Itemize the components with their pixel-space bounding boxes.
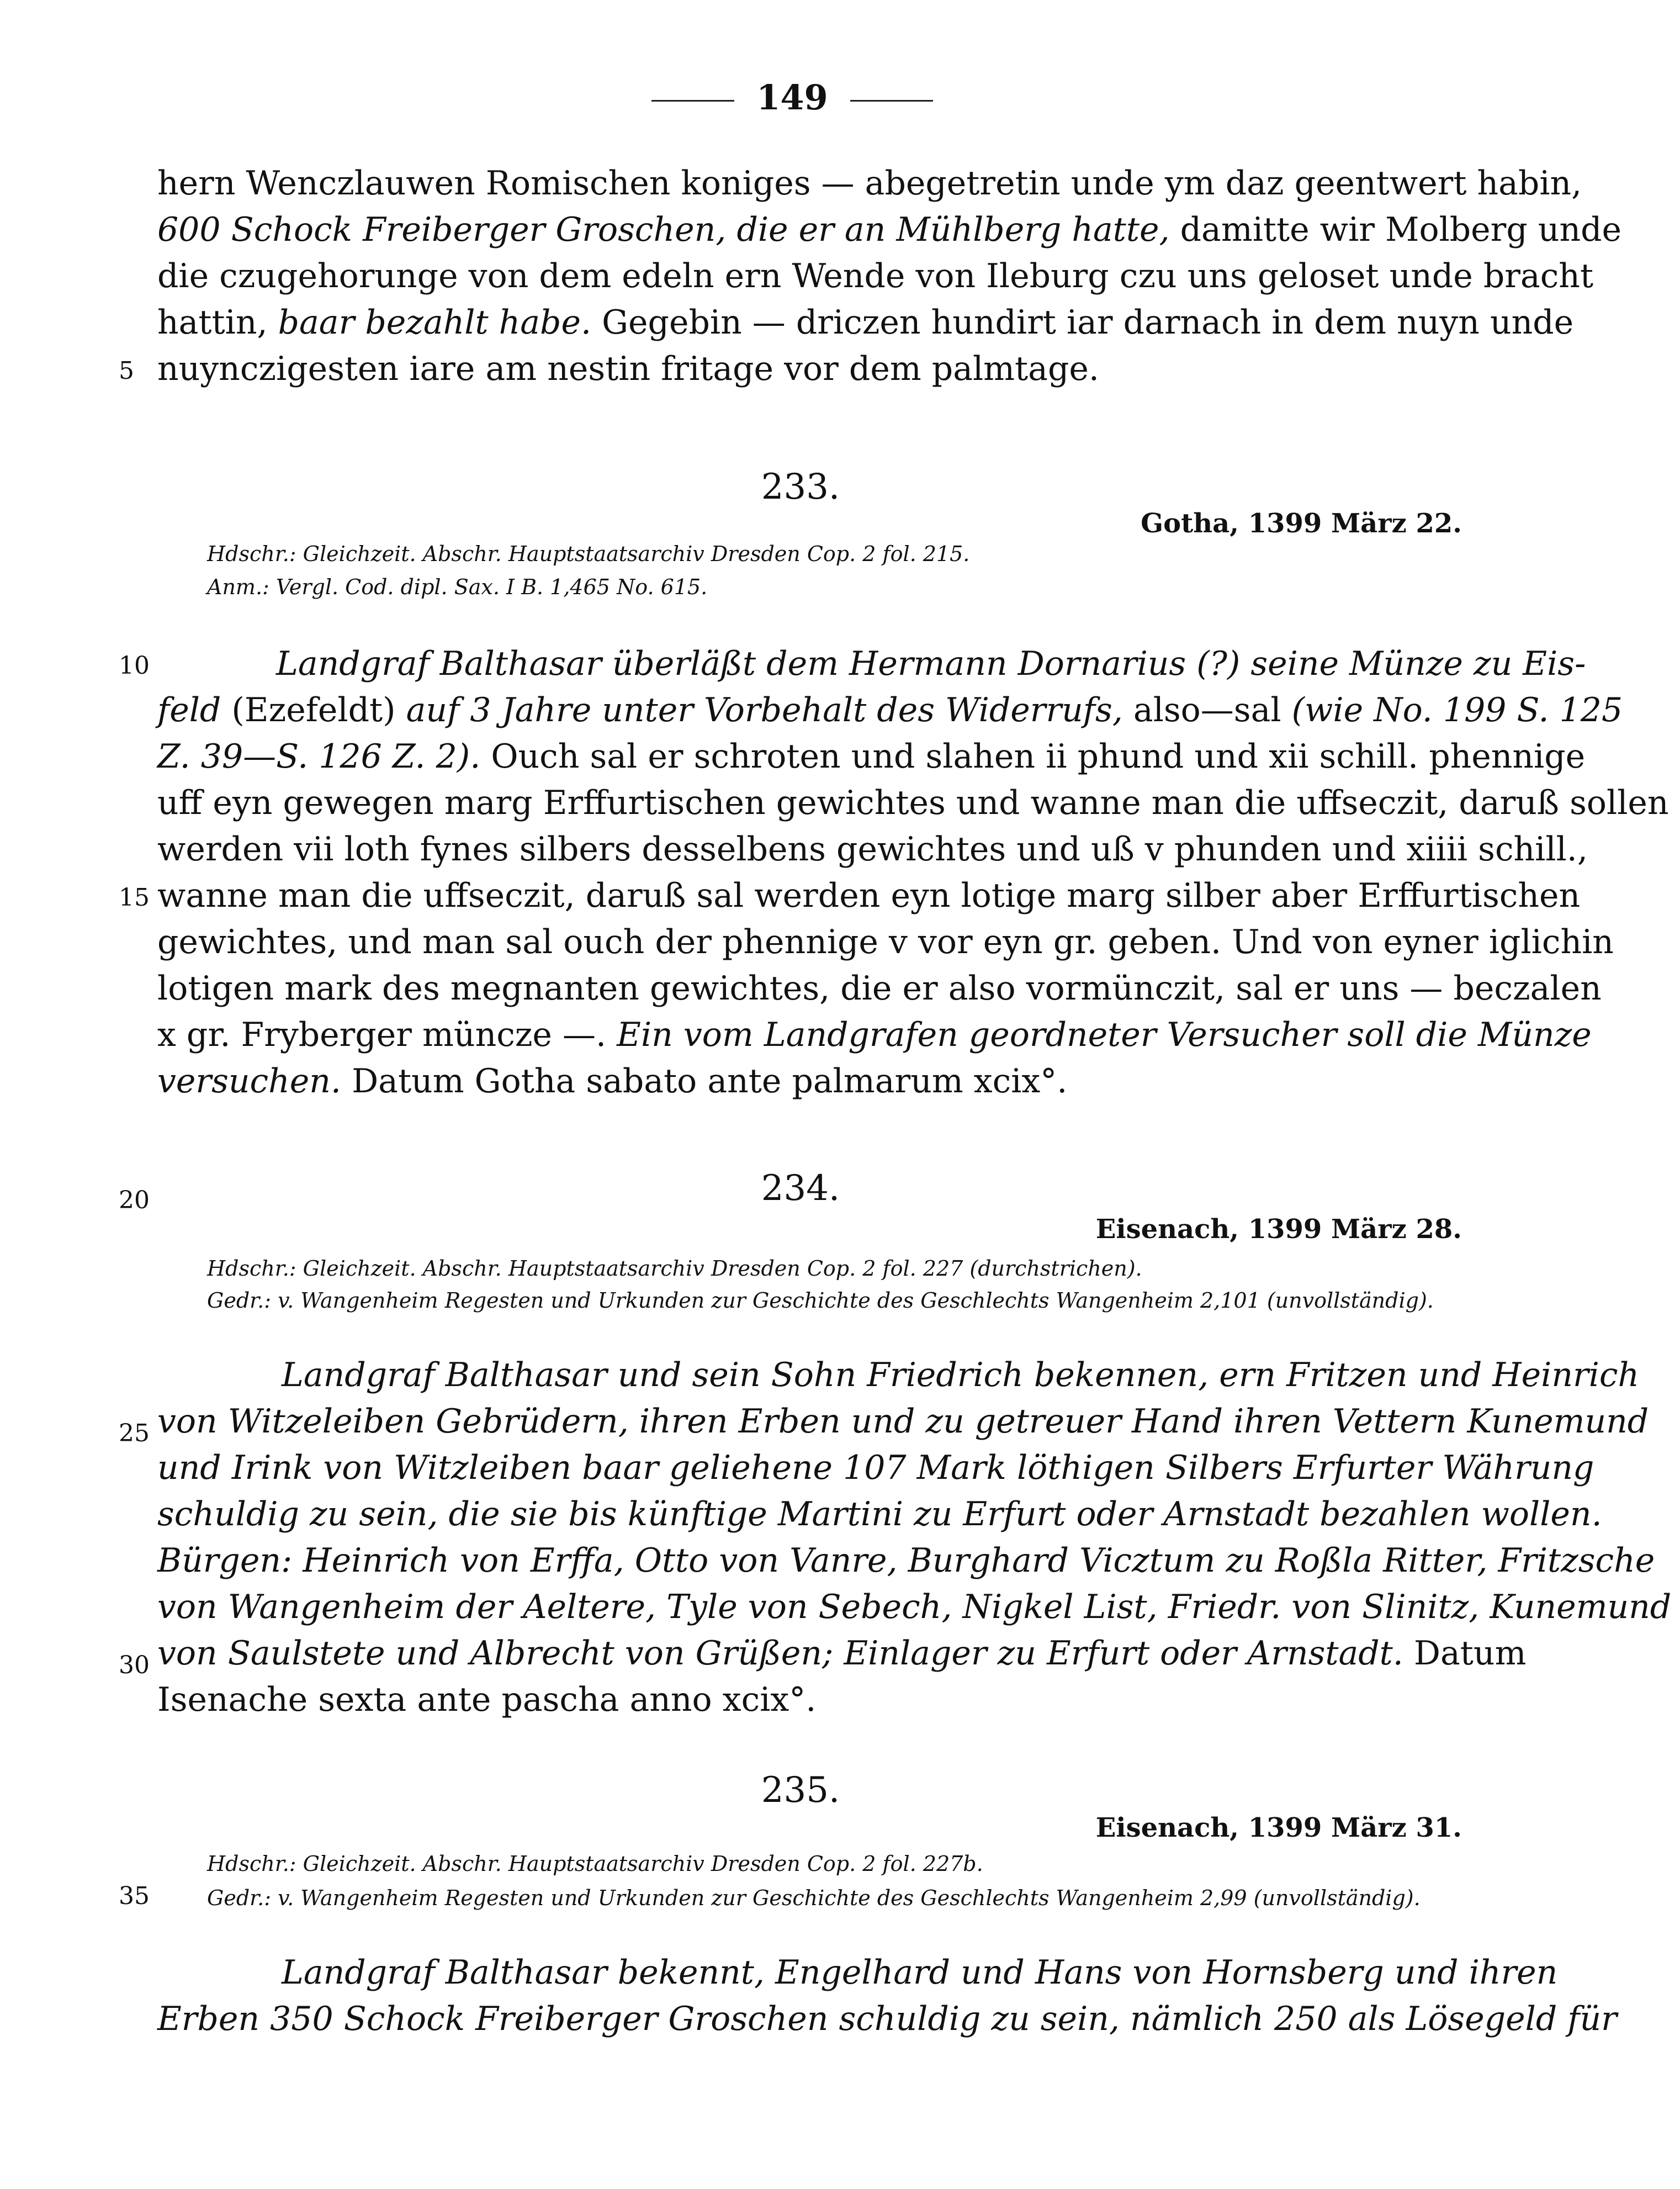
text-line: die czugehorunge von dem edeln ern Wende von Ileburg czu uns geloset unde bracht (157, 257, 1594, 295)
place-date: Gotha, 1399 März 22. (1141, 508, 1462, 539)
text-line: uff eyn gewegen marg Erffurtischen gewichtes und wanne man die uffseczit, daruß sollen (157, 784, 1669, 822)
source-note: Hdschr.: Gleichzeit. Abschr. Hauptstaatsarchiv Dresden Cop. 2 fol. 227b. (207, 1852, 983, 1876)
header-rule-right (850, 100, 933, 102)
text-line: Landgraf Balthasar und sein Sohn Friedrich bekennen, ern Fritzen und Heinrich (282, 1356, 1640, 1394)
source-note: Hdschr.: Gleichzeit. Abschr. Hauptstaatsarchiv Dresden Cop. 2 fol. 215. (207, 542, 970, 566)
page-number: 149 (756, 77, 828, 118)
line-number: 30 (119, 1651, 150, 1679)
place-date: Eisenach, 1399 März 28. (1095, 1214, 1462, 1245)
text-line: Bürgen: Heinrich von Erffa, Otto von Vanre, Burghard Vicztum zu Roßla Ritter, Fritzsche (157, 1541, 1655, 1580)
text-line: hern Wenczlauwen Romischen koniges — abegetretin unde ym daz geentwert habin, (157, 164, 1582, 203)
text-line: lotigen mark des megnanten gewichtes, die er also vormünczit, sal er uns — beczalen (157, 969, 1602, 1008)
text-line: von Saulstete und Albrecht von Grüßen; Einlager zu Erfurt oder Arnstadt. Datum (157, 1634, 1527, 1673)
text-line: Landgraf Balthasar bekennt, Engelhard und Hans von Hornsberg und ihren (282, 1953, 1558, 1992)
line-number: 25 (119, 1419, 150, 1447)
source-note: Gedr.: v. Wangenheim Regesten und Urkunden zur Geschichte des Geschlechts Wangenheim 2,99 (unvollständig). (207, 1886, 1421, 1910)
line-number: 10 (119, 652, 150, 680)
line-number: 5 (119, 357, 134, 385)
text-line: schuldig zu sein, die sie bis künftige Martini zu Erfurt oder Arnstadt bezahlen wollen. (157, 1495, 1602, 1534)
text-line: 600 Schock Freiberger Groschen, die er an Mühlberg hatte, damitte wir Molberg unde (157, 210, 1622, 249)
text-line: von Wangenheim der Aeltere, Tyle von Sebech, Nigkel List, Friedr. von Slinitz, Kunemund (157, 1588, 1672, 1626)
text-line: versuchen. Datum Gotha sabato ante palmarum xcix°. (157, 1062, 1068, 1101)
text-line: wanne man die uffseczit, daruß sal werden eyn lotige marg silber aber Erffurtischen (157, 876, 1581, 915)
line-number: 20 (119, 1186, 150, 1214)
text-line: Isenache sexta ante pascha anno xcix°. (157, 1680, 817, 1719)
text-line: Landgraf Balthasar überläßt dem Hermann Dornarius (?) seine Münze zu Eis- (276, 644, 1586, 683)
page-header (0, 77, 1584, 118)
text-line: Z. 39—S. 126 Z. 2). Ouch sal er schroten und slahen ii phund und xii schill. phennige (157, 737, 1586, 776)
source-note: Gedr.: v. Wangenheim Regesten und Urkunden zur Geschichte des Geschlechts Wangenheim 2,101 (unvollständig). (207, 1288, 1434, 1313)
text-line: nuynczigesten iare am nestin fritage vor dem palmtage. (157, 350, 1099, 388)
place-date: Eisenach, 1399 März 31. (1095, 1812, 1462, 1843)
text-line: werden vii loth fynes silbers desselbens gewichtes und uß v phunden und xiiii schill., (157, 830, 1588, 869)
source-note: Anm.: Vergl. Cod. dipl. Sax. I B. 1,465 No. 615. (207, 575, 708, 599)
text-line: Erben 350 Schock Freiberger Groschen schuldig zu sein, nämlich 250 als Lösegeld für (157, 2000, 1617, 2038)
document-number: 235. (761, 1770, 840, 1811)
source-note: Hdschr.: Gleichzeit. Abschr. Hauptstaatsarchiv Dresden Cop. 2 fol. 227 (durchstrichen). (207, 1256, 1142, 1281)
text-line: feld (Ezefeldt) auf 3 Jahre unter Vorbehalt des Widerrufs, also—sal (wie No. 199 S. 125 (157, 691, 1623, 729)
text-line: gewichtes, und man sal ouch der phennige v vor eyn gr. geben. Und von eyner iglichin (157, 923, 1614, 961)
document-number: 233. (761, 467, 840, 507)
text-line: und Irink von Witzleiben baar geliehene 107 Mark löthigen Silbers Erfurter Währung (157, 1448, 1594, 1487)
line-number: 15 (119, 884, 150, 912)
line-number: 35 (119, 1882, 150, 1910)
text-line: hattin, baar bezahlt habe. Gegebin — driczen hundirt iar darnach in dem nuyn unde (157, 303, 1574, 342)
header-rule-left (651, 100, 734, 102)
text-line: x gr. Fryberger müncze —. Ein vom Landgrafen geordneter Versucher soll die Münze (157, 1016, 1592, 1054)
text-line: von Witzeleiben Gebrüdern, ihren Erben und zu getreuer Hand ihren Vettern Kunemund (157, 1402, 1649, 1441)
document-number: 234. (761, 1168, 840, 1209)
